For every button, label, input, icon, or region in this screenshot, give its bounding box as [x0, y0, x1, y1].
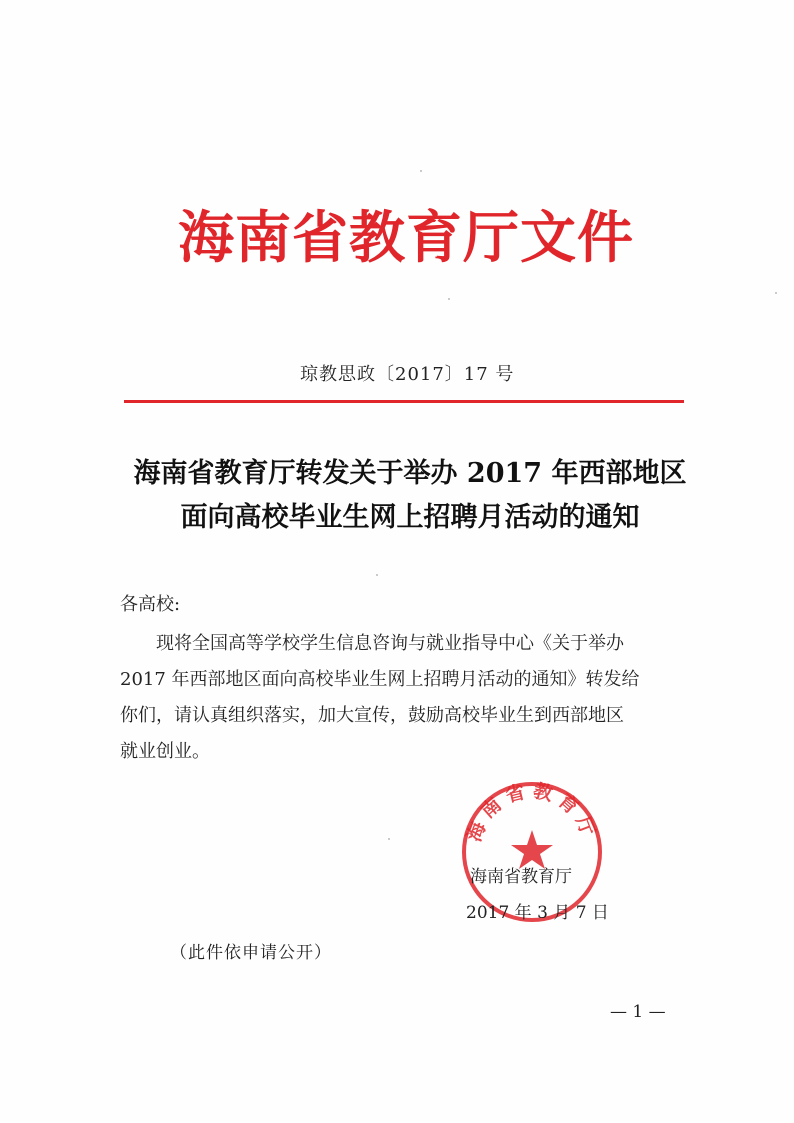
salutation: 各高校: [120, 594, 181, 615]
body-line-2: 2017 年西部地区面向高校毕业生网上招聘月活动的通知》转发给 [120, 669, 640, 690]
signer-name: 海南省教育厅 [470, 867, 572, 887]
notice-body [120, 626, 700, 770]
page-number: — 1 — [610, 1002, 666, 1022]
public-disclosure-note: （此件依申请公开） [170, 943, 332, 963]
body-line-4: 就业创业。 [120, 741, 210, 762]
notice-title-line-1: 海南省教育厅转发关于举办 2017 年西部地区 [133, 458, 687, 489]
scan-speck [775, 292, 777, 294]
body-line-3: 你们，请认真组织落实，加大宣传，鼓励高校毕业生到西部地区 [120, 705, 624, 726]
document-number: 琼教思政〔2017〕17 号 [300, 364, 515, 385]
scan-speck [448, 298, 450, 300]
scan-speck [388, 838, 390, 840]
document-header-title: 海南省教育厅文件 [178, 205, 634, 271]
scan-speck [376, 574, 378, 576]
body-line-1: 现将全国高等学校学生信息咨询与就业指导中心《关于举办 [156, 633, 624, 654]
red-divider-line [124, 400, 684, 403]
signing-date: 2017 年 3 月 7 日 [466, 903, 609, 923]
notice-title [120, 452, 700, 540]
svg-text:海南省教育厅: 海南省教育厅 [463, 779, 601, 845]
notice-title-line-2: 面向高校毕业生网上招聘月活动的通知 [180, 502, 640, 533]
scan-speck [420, 170, 422, 172]
